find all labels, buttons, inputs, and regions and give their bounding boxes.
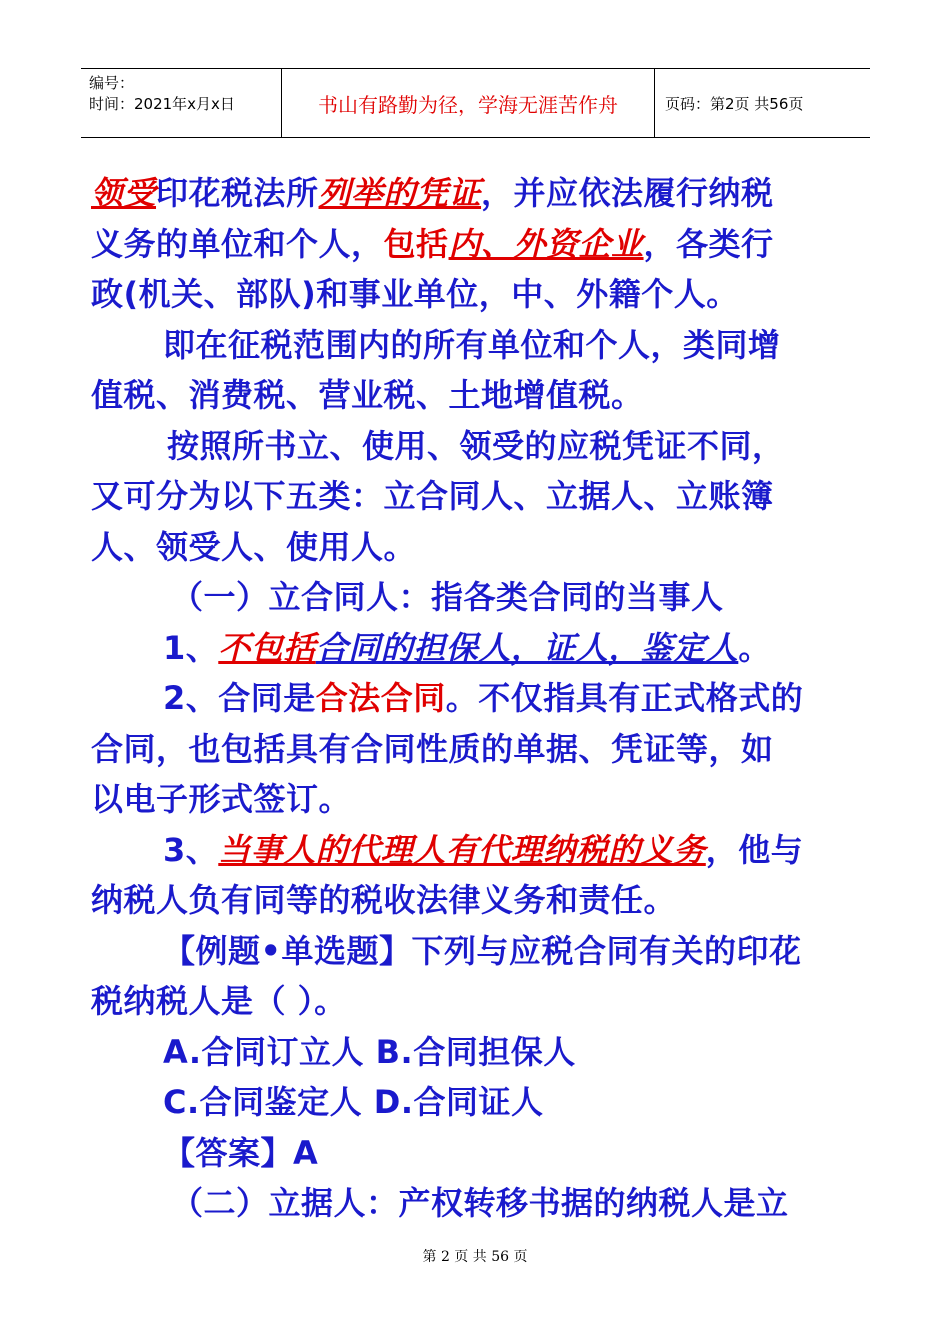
text-line — [91, 976, 863, 1027]
text-segment: A.合同订立人 B.合同担保人 — [163, 1032, 576, 1071]
text-line — [91, 572, 863, 623]
text-line — [91, 421, 863, 472]
page-header — [81, 68, 870, 138]
text-segment: 政(机关、部队)和事业单位，中、外籍个人。 — [91, 275, 739, 313]
text-segment: 以电子形式签订。 — [91, 780, 352, 818]
text-line — [91, 370, 863, 421]
text-segment: 不包括 — [218, 628, 316, 667]
text-segment: ，他与 — [705, 830, 804, 869]
header-left-cell — [81, 69, 281, 137]
text-line — [91, 1128, 863, 1179]
text-segment: 印花税法所 — [156, 174, 319, 212]
text-line — [91, 320, 863, 371]
text-line — [91, 825, 863, 876]
text-segment: 1、 — [163, 628, 219, 667]
text-segment: 纳税人负有同等的税收法律义务和责任。 — [91, 881, 677, 919]
text-segment: ，并应依法履行纳税 — [481, 174, 774, 212]
text-line — [91, 926, 863, 977]
text-segment: 列举的凭证 — [318, 174, 482, 212]
text-segment: 按照所书立、使用、领受的应税凭证不同， — [167, 426, 785, 465]
text-line — [91, 168, 863, 219]
text-segment: 当事人的代理人有代理纳税的义务 — [218, 830, 706, 869]
text-segment: 3、 — [163, 830, 219, 869]
text-segment: 【例题•单选题】下列与应税合同有关的印花 — [163, 931, 802, 970]
text-segment: （二）立据人：产权转移书据的纳税人是立 — [171, 1184, 789, 1222]
text-segment: 2、合同是 — [163, 679, 316, 717]
serial-label: 编号： — [89, 74, 135, 92]
text-line — [91, 1178, 863, 1229]
text-segment: 。 — [738, 628, 771, 667]
text-segment: 人、领受人、使用人。 — [91, 527, 417, 566]
text-line — [91, 1027, 863, 1078]
text-segment: 领受 — [91, 174, 157, 212]
header-motto: 书山有路勤为径，学海无涯苦作舟 — [281, 69, 655, 137]
header-page-info: 页码：第2页 共56页 — [665, 94, 804, 113]
text-segment: 合同，也包括具有合同性质的单据、凭证等，如 — [91, 729, 774, 768]
text-segment: 合法合同 — [315, 679, 446, 717]
text-segment: 税纳税人是（ ）。 — [91, 982, 347, 1020]
text-line — [91, 774, 863, 825]
text-segment: 即在征税范围内的所有单位和个人，类同增 — [163, 325, 781, 364]
text-line — [91, 1077, 863, 1128]
text-line — [91, 673, 863, 724]
text-segment: 合同的担保人，证人，鉴定人 — [315, 628, 739, 667]
text-segment: 内、外资企业 — [448, 224, 644, 263]
text-line — [91, 522, 863, 573]
text-line — [91, 471, 863, 522]
text-segment: 值税、消费税、营业税、土地增值税。 — [91, 376, 644, 414]
time-label: 时间：2021年x月x日 — [89, 95, 235, 113]
text-segment: （一）立合同人：指各类合同的当事人 — [171, 578, 724, 616]
text-line — [91, 269, 863, 320]
text-segment: 包括 — [383, 224, 449, 263]
text-segment: 。不仅指具有正式格式的 — [445, 679, 804, 717]
text-segment: ，各类行 — [643, 224, 774, 263]
text-line — [91, 219, 863, 270]
text-segment: 【答案】A — [163, 1133, 319, 1172]
text-segment: C.合同鉴定人 D.合同证人 — [163, 1083, 544, 1121]
text-segment: 又可分为以下五类：立合同人、立据人、立账簿 — [91, 477, 774, 515]
text-line — [91, 623, 863, 674]
page-footer: 第 2 页 共 56 页 — [422, 1249, 528, 1265]
text-segment: 义务的单位和个人， — [91, 224, 384, 263]
text-line — [91, 875, 863, 926]
text-line — [91, 724, 863, 775]
document-body — [91, 168, 863, 1229]
